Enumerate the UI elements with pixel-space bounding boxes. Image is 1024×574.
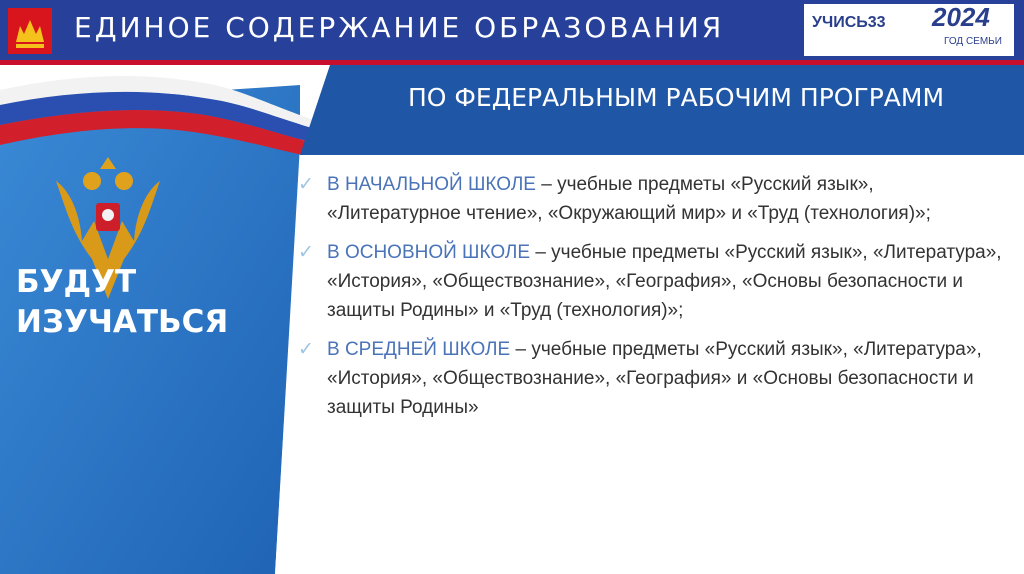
regional-emblem-icon [8,8,52,54]
section-subtitle: ПО ФЕДЕРАЛЬНЫМ РАБОЧИМ ПРОГРАММ [407,83,945,112]
item-heading: В ОСНОВНОЙ ШКОЛЕ [327,242,531,263]
checkmark-icon: ✓ [298,339,314,360]
list-item-secondary-school [296,335,1008,422]
item-text: – учебные предметы «Русский язык», «Литературное чтение», «Окружающий мир» и «Труд (технология)»; [327,174,931,224]
logo-area [804,4,1014,56]
header-bar [0,0,1024,60]
list-item-basic-school [296,238,1008,325]
uchis33-logo: УЧИСЬ33 [812,14,886,31]
side-label [16,262,228,342]
side-label-line2: ИЗУЧАТЬСЯ [16,304,229,340]
list-item-primary-school [296,170,1008,228]
item-text: – учебные предметы «Русский язык», «Литература», «История», «Обществознание», «География» и «Основы безопасности и защиты Родины» [327,339,982,418]
content-list [296,170,1008,432]
side-label-line1: БУДУТ [16,264,137,300]
page-title: ЕДИНОЕ СОДЕРЖАНИЕ ОБРАЗОВАНИЯ [74,11,725,44]
item-text: – учебные предметы «Русский язык», «Литература», «История», «Обществознание», «География», «Основы безопасности и защиты Родины» и «Труд (технология)»; [327,242,1002,321]
year-of-family-logo: 2024 [932,2,990,32]
checkmark-icon: ✓ [298,242,314,263]
year-of-family-caption: ГОД СЕМЬИ [944,36,1002,47]
checkmark-icon: ✓ [298,174,314,195]
item-heading: В СРЕДНЕЙ ШКОЛЕ [327,339,511,360]
item-heading: В НАЧАЛЬНОЙ ШКОЛЕ [327,174,536,195]
